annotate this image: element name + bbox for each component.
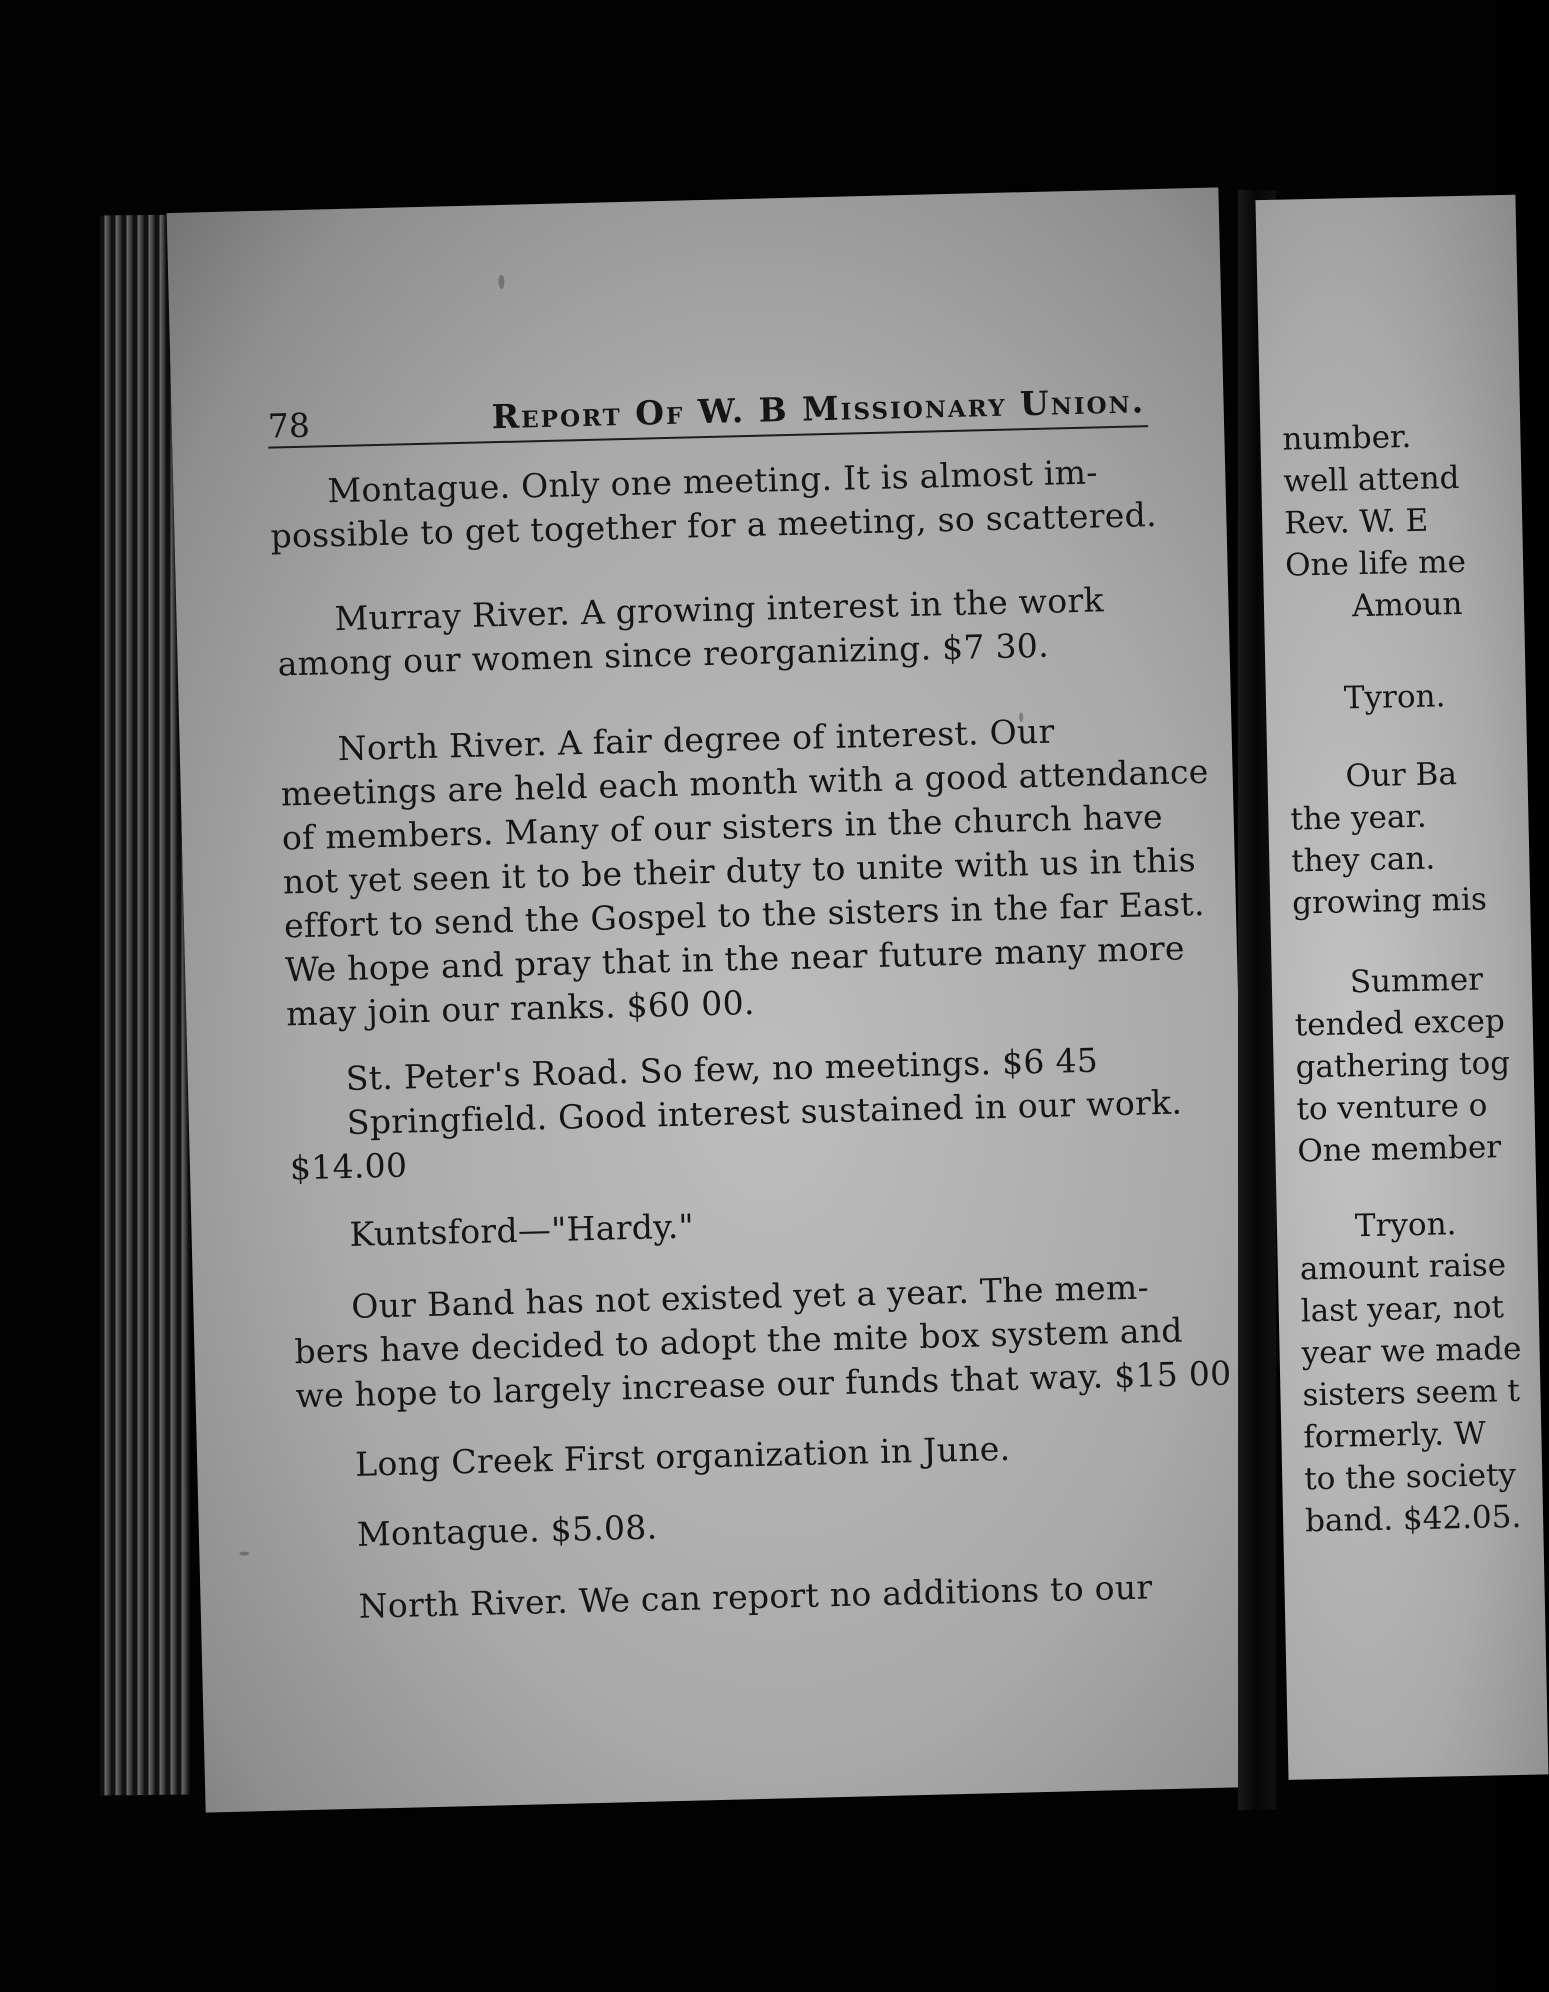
- text-line: One member: [1297, 1129, 1502, 1170]
- text-line: Our Band has not existed yet a year. The mem-: [350, 1267, 1150, 1326]
- text-line: we hope to largely increase our funds that way. $15 00: [295, 1353, 1232, 1416]
- text-line: sisters seem t: [1302, 1372, 1521, 1414]
- text-line: bers have decided to adopt the mite box system and: [293, 1310, 1184, 1372]
- text-line: St. Peter's Road. So few, no meetings. $6 45: [345, 1040, 1099, 1098]
- text-line: $14.00: [289, 1145, 408, 1188]
- text-line: meetings are held each month with a good attendance: [280, 751, 1210, 814]
- text-line: Kuntsford—"Hardy.": [349, 1206, 695, 1254]
- text-line: well attend: [1282, 459, 1460, 500]
- text-line: number.: [1282, 418, 1412, 458]
- text-line: Murray River. A growing interest in the work: [334, 580, 1105, 639]
- text-line: band. $42.05.: [1304, 1498, 1522, 1540]
- text-line: possible to get together for a meeting, so scattered.: [270, 494, 1158, 556]
- text-line: effort to send the Gospel to the sisters in the far East.: [283, 883, 1206, 946]
- text-line: amount raise: [1299, 1247, 1507, 1288]
- text-line: Our Ba: [1345, 756, 1458, 795]
- text-line: formerly. W: [1303, 1415, 1487, 1456]
- page-number: 78: [267, 405, 311, 446]
- text-line: Amoun: [1351, 585, 1463, 625]
- running-header: Report Of W. B Missionary Union.: [491, 381, 1146, 437]
- text-line: may join our ranks. $60 00.: [285, 982, 756, 1034]
- print-speck: [239, 1551, 249, 1555]
- text-line: We hope and pray that in the near future many more: [284, 928, 1186, 990]
- text-line: to the society: [1303, 1457, 1517, 1498]
- text-line: last year, not: [1300, 1289, 1505, 1330]
- text-line: among our women since reorganizing. $7 30.: [277, 625, 1050, 684]
- text-line: the year.: [1290, 798, 1428, 838]
- text-line: tended excep: [1294, 1003, 1506, 1044]
- left-page: [167, 187, 1258, 1812]
- text-line: Montague. $5.08.: [356, 1507, 658, 1554]
- text-line: of members. Many of our sisters in the church have: [281, 796, 1164, 858]
- text-line: Rev. W. E: [1283, 502, 1429, 542]
- text-line: North River. We can report no additions to our: [358, 1567, 1153, 1626]
- text-line: they can.: [1290, 840, 1436, 880]
- text-line: Tyron.: [1343, 678, 1446, 717]
- text-line: Tryon.: [1354, 1206, 1457, 1245]
- print-speck: [1019, 712, 1023, 722]
- text-line: growing mis: [1291, 881, 1488, 922]
- text-line: North River. A fair degree of interest. Our: [337, 711, 1056, 769]
- text-line: Montague. Only one meeting. It is almost im-: [326, 452, 1099, 511]
- print-speck: [498, 275, 504, 289]
- text-line: Long Creek First organization in June.: [354, 1428, 1011, 1484]
- text-line: to venture o: [1296, 1087, 1488, 1128]
- text-line: One life me: [1284, 543, 1467, 584]
- text-line: gathering tog: [1295, 1045, 1511, 1086]
- text-line: not yet seen it to be their duty to unite with us in this: [282, 840, 1197, 902]
- right-page: [1255, 195, 1548, 1780]
- text-line: year we made: [1301, 1330, 1522, 1372]
- text-line: Summer: [1349, 961, 1484, 1001]
- text-line: Springfield. Good interest sustained in our work.: [346, 1082, 1183, 1142]
